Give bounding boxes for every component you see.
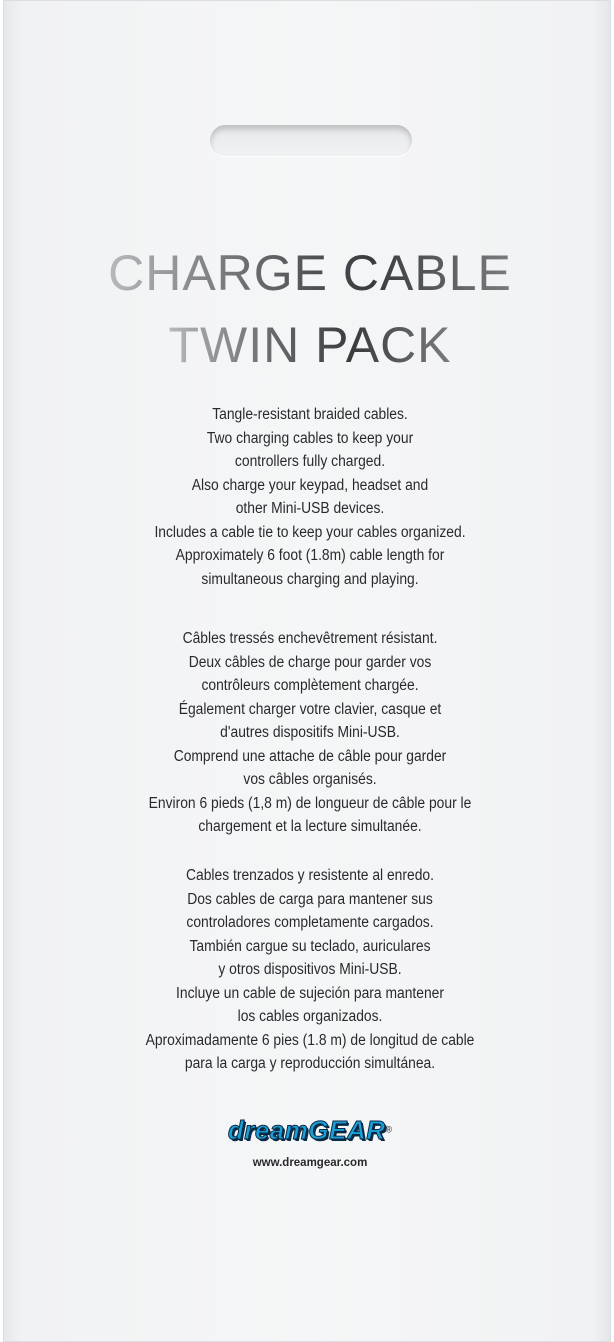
title-line-1: CHARGE CABLE [108,245,512,301]
description-line: Aproximadamente 6 pies (1.8 m) de longitud de cable [145,1031,475,1049]
spanish-description [34,864,587,1076]
description-line: Également charger votre clavier, casque et [178,700,442,718]
description-line: vos câbles organisés. [243,771,377,788]
description-line: los cables organizados. [237,1008,383,1025]
brand-logo [3,1115,614,1146]
french-description [34,627,587,839]
description-line: Tangle-resistant braided cables. [212,406,408,423]
description-line: Comprend une attache de câble pour garder [173,747,447,765]
description-line: simultaneous charging and playing. [201,570,419,588]
description-line: Includes a cable tie to keep your cables organized. [154,523,466,541]
description-line: para la carga y reproducción simultánea. [184,1055,436,1072]
english-description [34,403,587,591]
hang-hole [210,125,412,156]
title-line-2: TWIN PACK [168,317,452,373]
description-line: Câbles tressés enchevêtrement résistant. [182,630,438,647]
registered-mark: ® [385,1124,393,1135]
description-line: Incluye un cable de sujeción para mantener [176,984,444,1002]
description-line: Dos cables de carga para mantener sus [187,890,433,908]
description-line: También cargue su teclado, auriculares [189,937,431,955]
description-line: other Mini-USB devices. [235,500,385,517]
description-line: Cables trenzados y resistente al enredo. [186,867,434,884]
description-line: controllers fully charged. [234,453,386,470]
description-line: y otros dispositivos Mini-USB. [218,961,402,978]
description-line: contrôleurs complètement chargée. [201,677,419,694]
website-url: www.dreamgear.com [252,1157,368,1169]
logo-wordmark: dreamGEAR [227,1115,386,1145]
description-line: d'autres dispositifs Mini-USB. [220,724,400,741]
description-line: Approximately 6 foot (1.8m) cable length for [175,547,445,564]
description-line: Two charging cables to keep your [206,429,414,447]
description-line: Deux câbles de charge pour garder vos [188,653,432,671]
description-line: chargement et la lecture simultanée. [198,818,422,835]
package-card [3,0,611,1342]
description-line: Also charge your keypad, headset and [191,476,429,494]
description-line: controladores completamente cargados. [186,914,434,931]
description-line: Environ 6 pieds (1,8 m) de longueur de câble pour le [148,794,472,812]
